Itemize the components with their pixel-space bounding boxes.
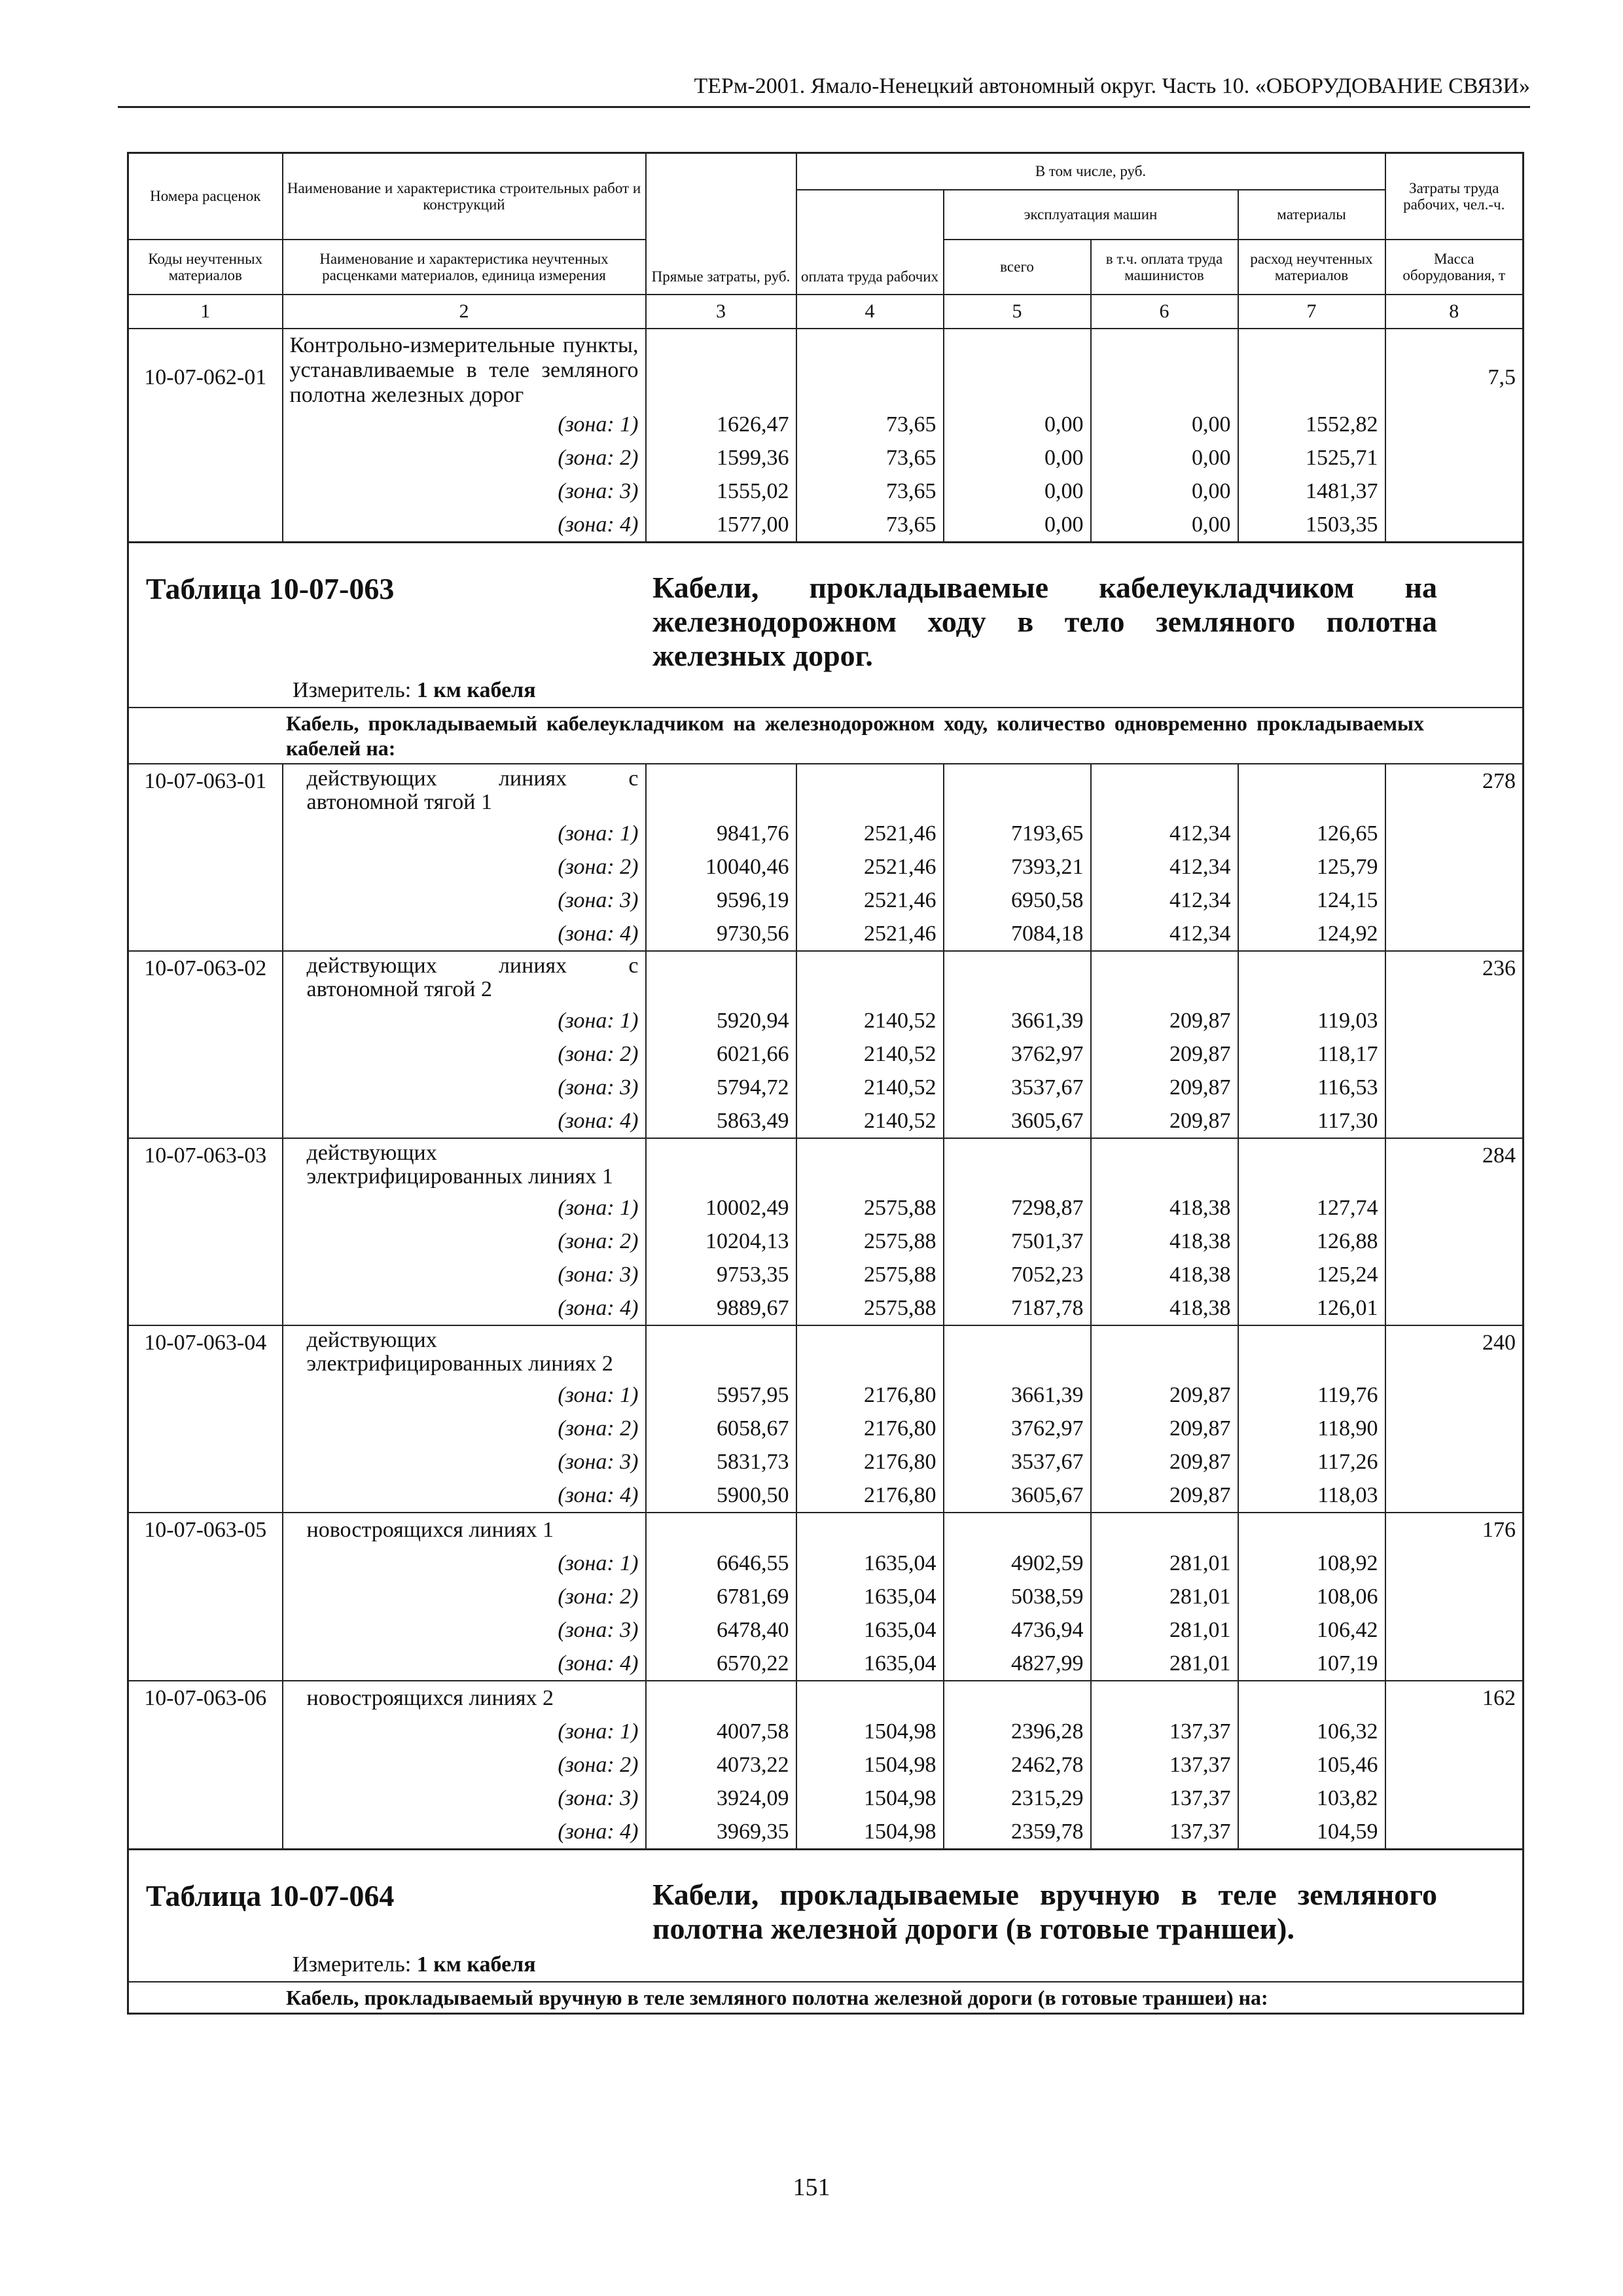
table-row	[128, 1138, 1524, 1191]
zone-label: (зона: 3)	[283, 1258, 646, 1291]
materials-cost: 124,15	[1238, 884, 1385, 917]
col-direct-costs: Прямые затраты, руб.	[646, 153, 796, 295]
labor-value: 284	[1385, 1138, 1524, 1191]
work-description: действующих линиях с автономной тягой 1	[283, 764, 646, 817]
materials-cost: 117,26	[1238, 1445, 1385, 1479]
operator-pay: 209,87	[1091, 1104, 1238, 1138]
machine-total: 3537,67	[944, 1445, 1091, 1479]
operator-pay: 209,87	[1091, 1004, 1238, 1037]
table-064-label: Таблица 10-07-064	[146, 1878, 395, 1912]
zone-label: (зона: 1)	[283, 1715, 646, 1748]
operator-pay: 412,34	[1091, 817, 1238, 850]
machine-total: 7298,87	[944, 1191, 1091, 1225]
materials-cost: 106,32	[1238, 1715, 1385, 1748]
table-row	[128, 441, 1524, 475]
direct-cost: 6570,22	[646, 1647, 796, 1681]
labor-pay: 73,65	[796, 508, 944, 543]
direct-cost: 4007,58	[646, 1715, 796, 1748]
zone-label: (зона: 2)	[283, 1412, 646, 1445]
meter-value: 1 км кабеля	[416, 677, 536, 702]
page-number: 151	[793, 2174, 830, 2201]
table-row	[128, 917, 1524, 951]
operator-pay: 137,37	[1091, 1715, 1238, 1748]
materials-cost: 119,76	[1238, 1378, 1385, 1412]
materials-cost: 126,88	[1238, 1225, 1385, 1258]
table-063-label: Таблица 10-07-063	[146, 571, 395, 605]
labor-pay: 1504,98	[796, 1815, 944, 1850]
direct-cost: 1555,02	[646, 475, 796, 508]
operator-pay: 418,38	[1091, 1291, 1238, 1325]
running-title: ТЕРм-2001. Ямало-Ненецкий автономный округ. Часть 10. «ОБОРУДОВАНИЕ СВЯЗИ»	[694, 74, 1530, 98]
labor-pay: 73,65	[796, 475, 944, 508]
operator-pay: 281,01	[1091, 1613, 1238, 1647]
direct-cost: 10002,49	[646, 1191, 796, 1225]
materials-cost: 105,46	[1238, 1748, 1385, 1782]
materials-cost: 108,06	[1238, 1580, 1385, 1613]
table-row	[128, 1513, 1524, 1547]
col-incl-operators: в т.ч. оплата труда машинистов	[1091, 240, 1238, 295]
direct-cost: 5831,73	[646, 1445, 796, 1479]
rate-code: 10-07-063-05	[128, 1513, 283, 1547]
table-row	[128, 1815, 1524, 1850]
direct-cost: 1599,36	[646, 441, 796, 475]
col-unaccounted-consumption: расход неучтенных материалов	[1238, 240, 1385, 295]
table-064-title: Кабели, прокладываемые вручную в теле земляного полотна железной дороги (в готовые траншеи).	[652, 1877, 1438, 1945]
table-063-title: Кабели, прокладываемые кабелеукладчиком на железнодорожном ходу в тело земляного полотна железных дорог.	[652, 570, 1438, 672]
materials-cost: 126,01	[1238, 1291, 1385, 1325]
machine-total: 7393,21	[944, 850, 1091, 884]
labor-value: 176	[1385, 1513, 1524, 1547]
table-row	[128, 1258, 1524, 1291]
machine-total: 7084,18	[944, 917, 1091, 951]
operator-pay: 0,00	[1091, 508, 1238, 543]
table-063-body	[128, 764, 1524, 1850]
zone-label: (зона: 1)	[283, 1004, 646, 1037]
machine-total: 2359,78	[944, 1815, 1091, 1850]
col-materials: материалы	[1238, 190, 1385, 240]
meter-prefix: Измеритель:	[293, 677, 412, 702]
table-row	[128, 1748, 1524, 1782]
materials-cost: 118,90	[1238, 1412, 1385, 1445]
rates-table	[127, 152, 1524, 2015]
materials-cost: 106,42	[1238, 1613, 1385, 1647]
direct-cost: 9753,35	[646, 1258, 796, 1291]
operator-pay: 209,87	[1091, 1037, 1238, 1071]
machine-total: 6950,58	[944, 884, 1091, 917]
direct-cost: 6781,69	[646, 1580, 796, 1613]
zone-label: (зона: 4)	[283, 1815, 646, 1850]
table-row	[128, 1445, 1524, 1479]
materials-cost: 124,92	[1238, 917, 1385, 951]
rate-code: 10-07-063-02	[128, 951, 283, 1004]
table-row	[128, 508, 1524, 543]
direct-cost: 3969,35	[646, 1815, 796, 1850]
machine-total: 0,00	[944, 441, 1091, 475]
labor-pay: 2140,52	[796, 1071, 944, 1104]
labor-pay: 2521,46	[796, 917, 944, 951]
operator-pay: 418,38	[1091, 1225, 1238, 1258]
machine-total: 0,00	[944, 508, 1091, 543]
machine-total: 3762,97	[944, 1037, 1091, 1071]
table-row	[128, 1613, 1524, 1647]
table-row	[128, 1225, 1524, 1258]
direct-cost: 6021,66	[646, 1037, 796, 1071]
machine-total: 3605,67	[944, 1479, 1091, 1513]
operator-pay: 209,87	[1091, 1445, 1238, 1479]
direct-cost: 5900,50	[646, 1479, 796, 1513]
table-row	[128, 1412, 1524, 1445]
work-description: действующих электрифицированных линиях 1	[283, 1138, 646, 1191]
labor-pay: 2176,80	[796, 1412, 944, 1445]
table-row	[128, 1647, 1524, 1681]
col-unaccounted-codes: Коды неучтенных материалов	[128, 240, 283, 295]
direct-cost: 6058,67	[646, 1412, 796, 1445]
operator-pay: 0,00	[1091, 441, 1238, 475]
machine-total: 0,00	[944, 408, 1091, 441]
materials-cost: 103,82	[1238, 1782, 1385, 1815]
col-machine-operation: эксплуатация машин	[944, 190, 1238, 240]
operator-pay: 281,01	[1091, 1647, 1238, 1681]
zone-label: (зона: 2)	[283, 1225, 646, 1258]
labor-pay: 2176,80	[796, 1479, 944, 1513]
materials-cost: 126,65	[1238, 817, 1385, 850]
col-number: 3	[646, 295, 796, 329]
col-rate-numbers: Номера расценок	[128, 153, 283, 240]
machine-total: 2315,29	[944, 1782, 1091, 1815]
materials-cost: 104,59	[1238, 1815, 1385, 1850]
table-row	[128, 1104, 1524, 1138]
table-063-meter	[293, 677, 536, 704]
table-row	[128, 1681, 1524, 1715]
direct-cost: 1577,00	[646, 508, 796, 543]
labor-value: 162	[1385, 1681, 1524, 1715]
machine-total: 0,00	[944, 475, 1091, 508]
labor-pay: 2140,52	[796, 1104, 944, 1138]
rate-code: 10-07-063-06	[128, 1681, 283, 1715]
labor-value: 236	[1385, 951, 1524, 1004]
operator-pay: 0,00	[1091, 408, 1238, 441]
labor-pay: 2176,80	[796, 1378, 944, 1412]
table-064-subtitle: Кабель, прокладываемый вручную в теле земляного полотна железной дороги (в готовые траншеи) на:	[286, 1985, 1268, 2009]
meter-prefix: Измеритель:	[293, 1952, 412, 1977]
operator-pay: 137,37	[1091, 1815, 1238, 1850]
work-description: действующих линиях с автономной тягой 2	[283, 951, 646, 1004]
table-row	[128, 1547, 1524, 1580]
table-row	[128, 817, 1524, 850]
zone-label: (зона: 3)	[283, 1782, 646, 1815]
zone-label: (зона: 4)	[283, 508, 646, 543]
table-064-meter	[293, 1951, 536, 1979]
work-description: новостроящихся линиях 1	[283, 1513, 646, 1547]
direct-cost: 1626,47	[646, 408, 796, 441]
table-row	[128, 1782, 1524, 1815]
machine-total: 2462,78	[944, 1748, 1091, 1782]
machine-total: 7052,23	[944, 1258, 1091, 1291]
machine-total: 4902,59	[944, 1547, 1091, 1580]
materials-cost: 1525,71	[1238, 441, 1385, 475]
work-description: действующих электрифицированных линиях 2	[283, 1325, 646, 1378]
table-row	[128, 850, 1524, 884]
labor-pay: 1635,04	[796, 1613, 944, 1647]
operator-pay: 209,87	[1091, 1479, 1238, 1513]
zone-label: (зона: 3)	[283, 1071, 646, 1104]
machine-total: 7193,65	[944, 817, 1091, 850]
direct-cost: 5863,49	[646, 1104, 796, 1138]
direct-cost: 6646,55	[646, 1547, 796, 1580]
machine-total: 7187,78	[944, 1291, 1091, 1325]
rate-code: 10-07-062-01	[128, 329, 283, 408]
labor-pay: 73,65	[796, 441, 944, 475]
labor-value: 240	[1385, 1325, 1524, 1378]
direct-cost: 9889,67	[646, 1291, 796, 1325]
labor-pay: 2575,88	[796, 1191, 944, 1225]
materials-cost: 125,24	[1238, 1258, 1385, 1291]
zone-label: (зона: 4)	[283, 917, 646, 951]
machine-total: 4736,94	[944, 1613, 1091, 1647]
labor-pay: 2140,52	[796, 1037, 944, 1071]
table-row	[128, 475, 1524, 508]
direct-cost: 6478,40	[646, 1613, 796, 1647]
zone-label: (зона: 2)	[283, 1037, 646, 1071]
materials-cost: 1503,35	[1238, 508, 1385, 543]
materials-cost: 119,03	[1238, 1004, 1385, 1037]
operator-pay: 418,38	[1091, 1258, 1238, 1291]
col-number: 8	[1385, 295, 1524, 329]
operator-pay: 209,87	[1091, 1071, 1238, 1104]
work-description: новостроящихся линиях 2	[283, 1681, 646, 1715]
labor-pay: 1504,98	[796, 1782, 944, 1815]
operator-pay: 412,34	[1091, 884, 1238, 917]
col-work-name: Наименование и характеристика строительных работ и конструкций	[283, 153, 646, 240]
materials-cost: 1552,82	[1238, 408, 1385, 441]
zone-label: (зона: 3)	[283, 1445, 646, 1479]
col-number: 1	[128, 295, 283, 329]
zone-label: (зона: 1)	[283, 1191, 646, 1225]
operator-pay: 137,37	[1091, 1782, 1238, 1815]
direct-cost: 5920,94	[646, 1004, 796, 1037]
col-number: 2	[283, 295, 646, 329]
materials-cost: 127,74	[1238, 1191, 1385, 1225]
table-row	[128, 764, 1524, 817]
direct-cost: 5794,72	[646, 1071, 796, 1104]
direct-cost: 5957,95	[646, 1378, 796, 1412]
table-063-heading	[128, 542, 1524, 708]
table-063-subtitle: Кабель, прокладываемый кабелеукладчиком на железнодорожном ходу, количество одновременно прокладываемых кабелей на:	[286, 711, 1425, 760]
rate-code: 10-07-063-01	[128, 764, 283, 817]
col-labor-costs: Затраты труда рабочих, чел.-ч.	[1385, 153, 1524, 240]
machine-total: 4827,99	[944, 1647, 1091, 1681]
labor-pay: 2521,46	[796, 850, 944, 884]
table-064-heading	[128, 1849, 1524, 1982]
materials-cost: 108,92	[1238, 1547, 1385, 1580]
labor-pay: 2575,88	[796, 1225, 944, 1258]
zone-label: (зона: 4)	[283, 1291, 646, 1325]
materials-cost: 117,30	[1238, 1104, 1385, 1138]
table-row	[128, 1004, 1524, 1037]
zone-label: (зона: 1)	[283, 1547, 646, 1580]
labor-pay: 2521,46	[796, 884, 944, 917]
operator-pay: 137,37	[1091, 1748, 1238, 1782]
machine-total: 5038,59	[944, 1580, 1091, 1613]
zone-label: (зона: 1)	[283, 817, 646, 850]
zone-label: (зона: 3)	[283, 475, 646, 508]
meter-value: 1 км кабеля	[416, 1952, 536, 1977]
operator-pay: 281,01	[1091, 1547, 1238, 1580]
col-total: всего	[944, 240, 1091, 295]
materials-cost: 116,53	[1238, 1071, 1385, 1104]
labor-pay: 1504,98	[796, 1715, 944, 1748]
labor-pay: 1635,04	[796, 1547, 944, 1580]
col-number: 4	[796, 295, 944, 329]
col-number: 5	[944, 295, 1091, 329]
zone-label: (зона: 2)	[283, 1748, 646, 1782]
table-row	[128, 951, 1524, 1004]
rate-code: 10-07-063-04	[128, 1325, 283, 1378]
zone-label: (зона: 4)	[283, 1647, 646, 1681]
labor-pay: 2575,88	[796, 1258, 944, 1291]
table-row	[128, 1580, 1524, 1613]
table-row	[128, 1715, 1524, 1748]
operator-pay: 412,34	[1091, 917, 1238, 951]
zone-label: (зона: 4)	[283, 1104, 646, 1138]
labor-pay: 2176,80	[796, 1445, 944, 1479]
labor-pay: 1635,04	[796, 1580, 944, 1613]
labor-value: 278	[1385, 764, 1524, 817]
col-labor-pay: оплата труда рабочих	[796, 190, 944, 295]
machine-total: 3661,39	[944, 1004, 1091, 1037]
table-row	[128, 1378, 1524, 1412]
operator-pay: 209,87	[1091, 1412, 1238, 1445]
operator-pay: 418,38	[1091, 1191, 1238, 1225]
zone-label: (зона: 1)	[283, 408, 646, 441]
table-row	[128, 329, 1524, 408]
table-row	[128, 1191, 1524, 1225]
direct-cost: 9841,76	[646, 817, 796, 850]
direct-cost: 10204,13	[646, 1225, 796, 1258]
materials-cost: 118,03	[1238, 1479, 1385, 1513]
table-063-subtitle-cell	[128, 708, 1524, 764]
machine-total: 7501,37	[944, 1225, 1091, 1258]
machine-total: 2396,28	[944, 1715, 1091, 1748]
materials-cost: 1481,37	[1238, 475, 1385, 508]
header-rule	[118, 106, 1530, 108]
machine-total: 3537,67	[944, 1071, 1091, 1104]
table-row	[128, 1037, 1524, 1071]
col-number: 7	[1238, 295, 1385, 329]
operator-pay: 209,87	[1091, 1378, 1238, 1412]
zone-label: (зона: 2)	[283, 441, 646, 475]
direct-cost: 10040,46	[646, 850, 796, 884]
table-row	[128, 1479, 1524, 1513]
operator-pay: 412,34	[1091, 850, 1238, 884]
labor-pay: 73,65	[796, 408, 944, 441]
table-064-subtitle-cell	[128, 1982, 1524, 2014]
materials-cost: 118,17	[1238, 1037, 1385, 1071]
labor-pay: 1504,98	[796, 1748, 944, 1782]
direct-cost: 9730,56	[646, 917, 796, 951]
table-row	[128, 1291, 1524, 1325]
col-number: 6	[1091, 295, 1238, 329]
machine-total: 3661,39	[944, 1378, 1091, 1412]
work-description: Контрольно-измерительные пункты, устанавливаемые в теле земляного полотна железных дорог	[283, 329, 646, 408]
col-equipment-mass: Масса оборудования, т	[1385, 240, 1524, 295]
zone-label: (зона: 2)	[283, 850, 646, 884]
col-unaccounted-names: Наименование и характеристика неучтенных расценками материалов, единица измерения	[283, 240, 646, 295]
col-including: В том числе, руб.	[796, 153, 1385, 190]
zone-label: (зона: 4)	[283, 1479, 646, 1513]
materials-cost: 125,79	[1238, 850, 1385, 884]
direct-cost: 9596,19	[646, 884, 796, 917]
labor-pay: 2575,88	[796, 1291, 944, 1325]
labor-pay: 1635,04	[796, 1647, 944, 1681]
operator-pay: 0,00	[1091, 475, 1238, 508]
labor-pay: 2140,52	[796, 1004, 944, 1037]
machine-total: 3762,97	[944, 1412, 1091, 1445]
direct-cost: 3924,09	[646, 1782, 796, 1815]
machine-total: 3605,67	[944, 1104, 1091, 1138]
table-row	[128, 1325, 1524, 1378]
operator-pay: 281,01	[1091, 1580, 1238, 1613]
zone-label: (зона: 3)	[283, 884, 646, 917]
table-row	[128, 408, 1524, 441]
rate-code: 10-07-063-03	[128, 1138, 283, 1191]
table-row	[128, 884, 1524, 917]
materials-cost: 107,19	[1238, 1647, 1385, 1681]
table-row	[128, 1071, 1524, 1104]
zone-label: (зона: 1)	[283, 1378, 646, 1412]
zone-label: (зона: 3)	[283, 1613, 646, 1647]
zone-label: (зона: 2)	[283, 1580, 646, 1613]
labor-pay: 2521,46	[796, 817, 944, 850]
labor-value: 7,5	[1385, 329, 1524, 408]
direct-cost: 4073,22	[646, 1748, 796, 1782]
